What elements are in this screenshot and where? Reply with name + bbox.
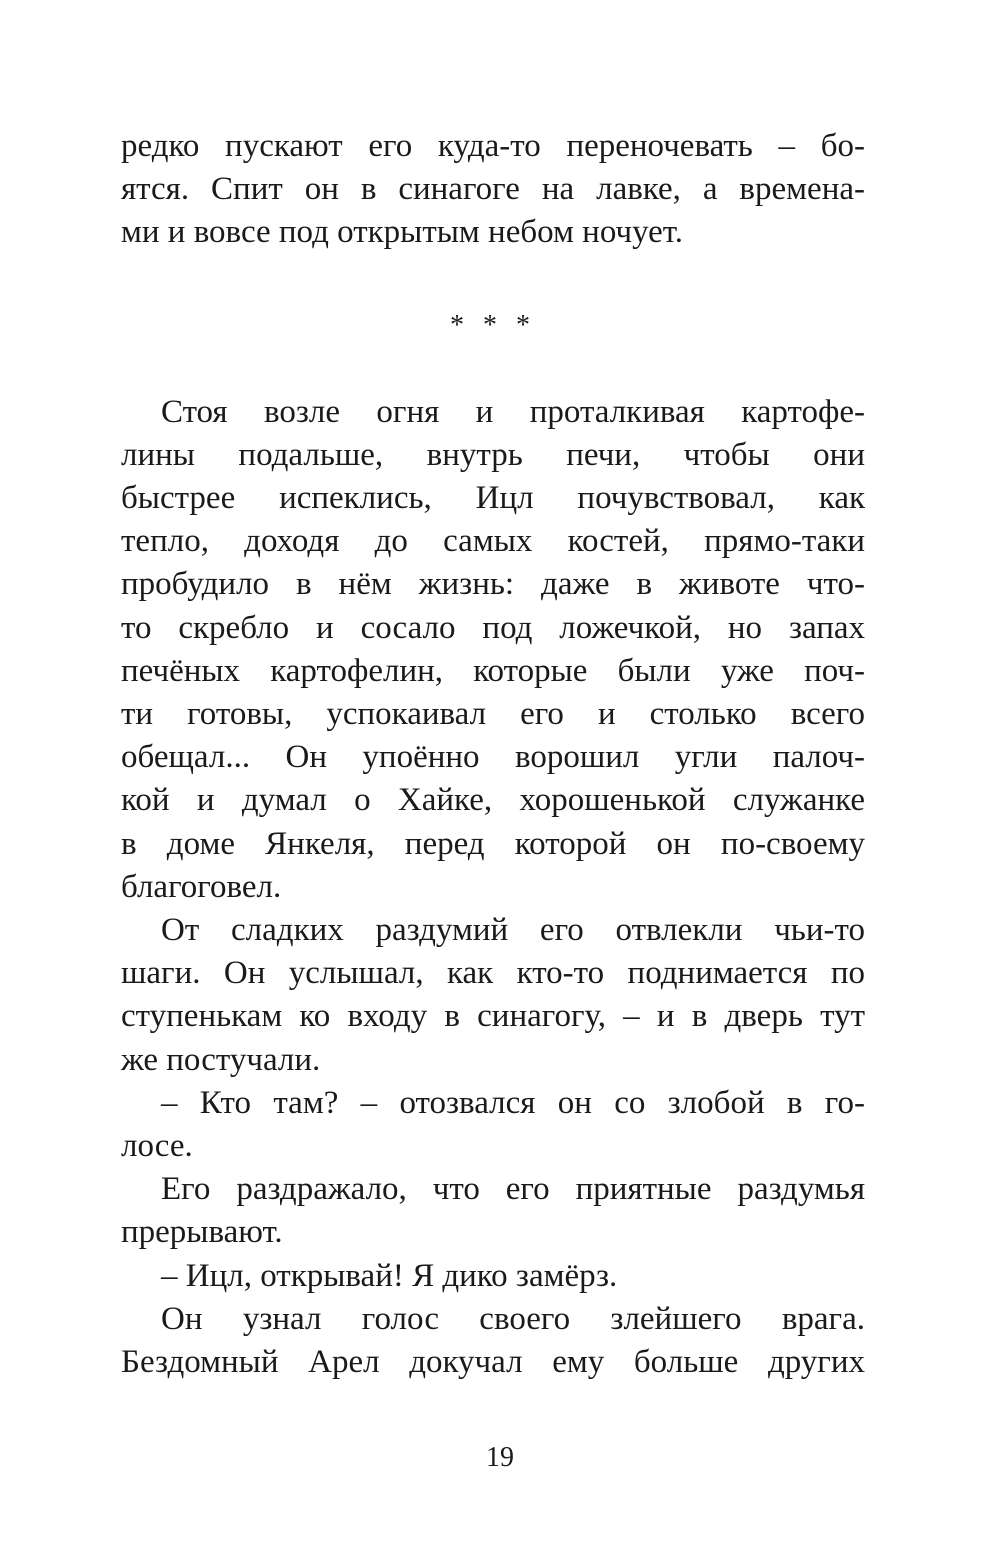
text-line: ми и вовсе под открытым небом ночует. xyxy=(121,214,683,251)
text-line: лины подальше, внутрь печи, чтобы они xyxy=(121,436,865,473)
text-line: обещал... Он упоённо ворошил угли палоч- xyxy=(121,739,865,776)
paragraph xyxy=(121,1298,865,1384)
text-line: Стоя возле огня и проталкивая картофе- xyxy=(161,393,865,430)
text-line: ти готовы, успокаивал его и столько всего xyxy=(121,696,865,733)
text-line: Его раздражало, что его приятные раздумья xyxy=(161,1171,865,1208)
page-number: 19 xyxy=(486,1442,514,1473)
text-line: прерывают. xyxy=(121,1214,283,1251)
text-line: благоговел. xyxy=(121,868,282,905)
paragraph xyxy=(121,909,865,1082)
text-line: ятся. Спит он в синагоге на лавке, а времена- xyxy=(121,171,865,208)
text-line: От сладких раздумий его отвлекли чьи-то xyxy=(161,912,865,949)
dialogue-paragraph xyxy=(121,1082,865,1168)
text-line: шаги. Он услышал, как кто-то поднимается по xyxy=(121,955,865,992)
text-line: пробудило в нём жизнь: даже в животе что- xyxy=(121,566,865,603)
text-line: печёных картофелин, которые были уже поч- xyxy=(121,652,865,689)
text-line: ступенькам ко входу в синагогу, – и в дверь тут xyxy=(121,998,865,1035)
text-line: – Кто там? – отозвался он со злобой в го- xyxy=(161,1084,865,1121)
paragraph xyxy=(121,1168,865,1254)
text-line: тепло, доходя до самых костей, прямо-таки xyxy=(121,523,865,560)
text-line: Он узнал голос своего злейшего врага. xyxy=(161,1300,865,1337)
paragraph xyxy=(121,391,865,909)
text-line: же постучали. xyxy=(121,1041,321,1078)
text-line: – Ицл, открывай! Я дико замёрз. xyxy=(161,1257,618,1294)
text-line: в доме Янкеля, перед которой он по-своему xyxy=(121,825,865,862)
text-line: лосе. xyxy=(121,1128,193,1165)
text-line: быстрее испеклись, Ицл почувствовал, как xyxy=(121,480,865,517)
dialogue-paragraph xyxy=(121,1255,865,1298)
text-line: Бездомный Арел докучал ему больше других xyxy=(121,1344,865,1381)
page-text-block xyxy=(121,125,865,1425)
continuation-paragraph xyxy=(121,125,865,255)
text-line: кой и думал о Хайке, хорошенькой служанке xyxy=(121,782,865,819)
text-line: редко пускают его куда-то переночевать – бо- xyxy=(121,128,865,164)
text-line: то скребло и сосало под ложечкой, но запах xyxy=(121,609,865,646)
section-separator: * * * xyxy=(450,309,536,341)
